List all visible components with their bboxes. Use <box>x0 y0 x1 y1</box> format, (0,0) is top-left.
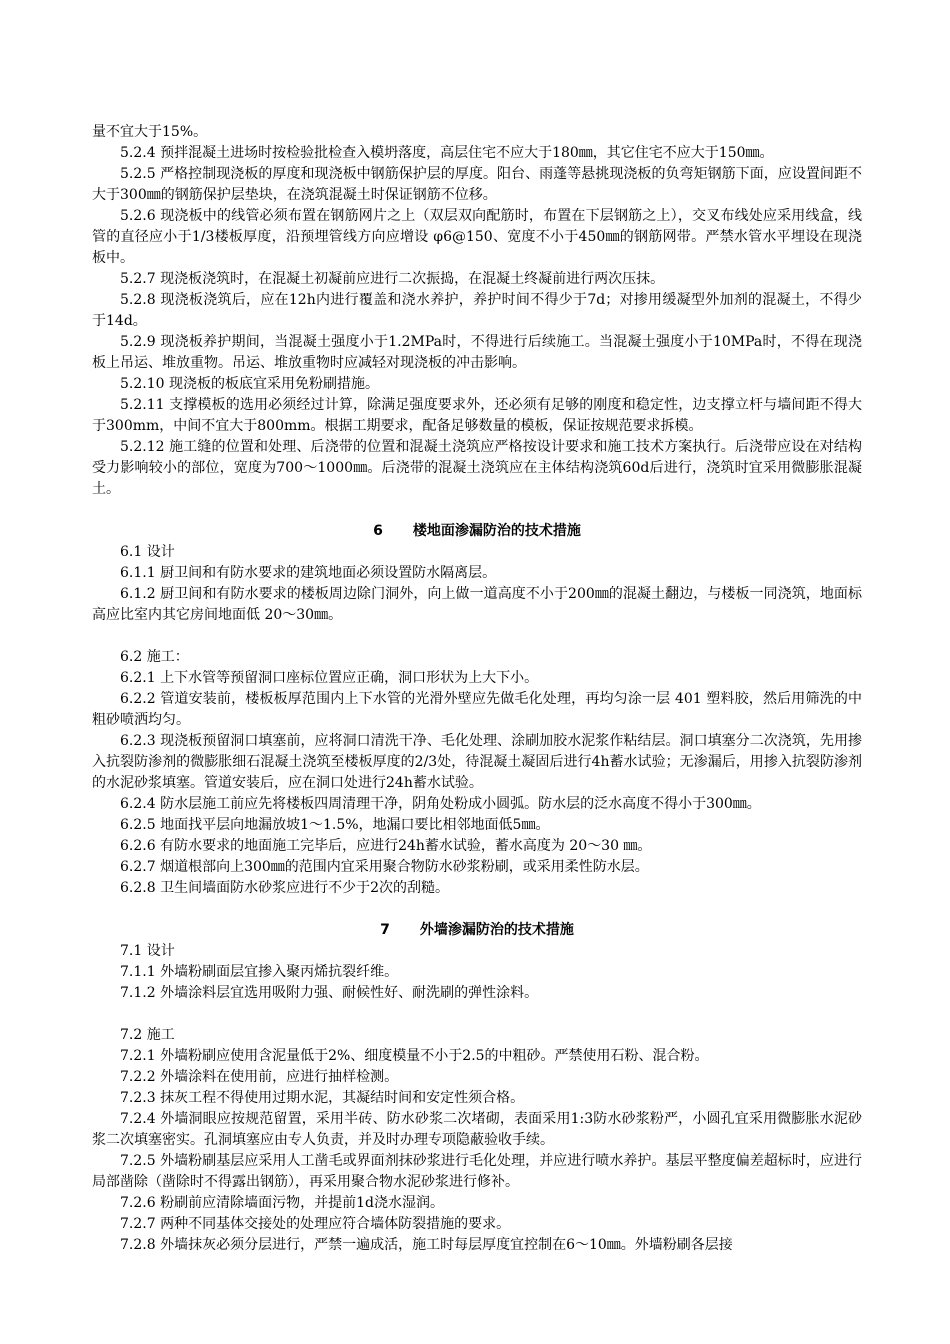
paragraph: 量不宜大于15%。 <box>92 124 208 140</box>
document-page <box>92 122 862 1256</box>
paragraph: 7.2.7 两种不同基体交接处的处理应符合墙体防裂措施的要求。 <box>120 1216 511 1232</box>
paragraph: 6.2.4 防水层施工前应先将楼板四周清理干净，阴角处粉成小圆弧。防水层的泛水高度不得小于300㎜。 <box>120 796 761 812</box>
paragraph: 7.2.6 粉刷前应清除墙面污物，并提前1d浇水湿润。 <box>120 1195 444 1211</box>
paragraph: 6.2.5 地面找平层向地漏放坡1～1.5%，地漏口要比相邻地面低5㎜。 <box>120 817 550 833</box>
spacer <box>92 500 862 521</box>
section-title: 外墙渗漏防治的技术措施 <box>419 922 574 938</box>
paragraph: 7.1.2 外墙涂料层宜选用吸附力强、耐候性好、耐洗刷的弹性涂料。 <box>120 985 539 1001</box>
spacer <box>92 626 862 647</box>
paragraph: 7.2.5 外墙粉刷基层应采用人工凿毛或界面剂抹砂浆进行毛化处理，并应进行喷水养护。基层平整度偏差超标时，应进行局部凿除（凿除时不得露出钢筋），再采用聚合物水泥砂浆进行修补。 <box>92 1153 862 1190</box>
section-number: 6 <box>373 523 383 539</box>
paragraph: 7.1.1 外墙粉刷面层宜掺入聚丙烯抗裂纤维。 <box>120 964 399 980</box>
section-heading <box>92 521 862 542</box>
section-heading <box>92 920 862 941</box>
section-number: 7 <box>380 922 390 938</box>
paragraph: 5.2.7 现浇板浇筑时，在混凝土初凝前应进行二次振捣，在混凝土终凝前进行两次压抹。 <box>120 271 665 287</box>
spacer <box>92 899 862 920</box>
paragraph: 5.2.11 支撑模板的选用必须经过计算，除满足强度要求外，还必须有足够的刚度和稳定性，边支撑立杆与墙间距不得大于300mm，中间不宜大于800mm。根据工期要求，配备足够数量的模板，保证按规范要求拆模。 <box>92 397 862 434</box>
paragraph: 7.2.4 外墙洞眼应按规范留置，采用半砖、防水砂浆二次堵砌，表面采用1:3防水砂浆粉严，小圆孔宜采用微膨胀水泥砂浆二次填塞密实。孔洞填塞应由专人负责，并及时办理专项隐蔽验收手续。 <box>92 1111 862 1148</box>
subsection-heading: 7.2 施工 <box>120 1027 175 1043</box>
paragraph: 5.2.12 施工缝的位置和处理、后浇带的位置和混凝土浇筑应严格按设计要求和施工技术方案执行。后浇带应设在对结构受力影响较小的部位，宽度为700～1000㎜。后浇带的混凝土浇筑应在主体结构浇筑60d后进行，浇筑时宜采用微膨胀混凝土。 <box>92 439 862 497</box>
paragraph: 5.2.4 预拌混凝土进场时按检验批检查入模坍落度，高层住宅不应大于180㎜，其它住宅不应大于150㎜。 <box>120 145 774 161</box>
paragraph: 7.2.3 抹灰工程不得使用过期水泥，其凝结时间和安定性须合格。 <box>120 1090 525 1106</box>
paragraph: 7.2.1 外墙粉刷应使用含泥量低于2%、细度模量不小于2.5的中粗砂。严禁使用石粉、混合粉。 <box>120 1048 709 1064</box>
spacer <box>92 1004 862 1025</box>
subsection-heading: 6.2 施工： <box>120 649 189 665</box>
paragraph: 6.2.2 管道安装前，楼板板厚范围内上下水管的光滑外壁应先做毛化处理，再均匀涂一层 401 塑料胶，然后用筛洗的中粗砂喷洒均匀。 <box>92 691 862 728</box>
section-title: 楼地面渗漏防治的技术措施 <box>412 523 581 539</box>
paragraph: 5.2.8 现浇板浇筑后，应在12h内进行覆盖和浇水养护，养护时间不得少于7d；对掺用缓凝型外加剂的混凝土，不得少于14d。 <box>92 292 862 329</box>
paragraph: 7.2.2 外墙涂料在使用前，应进行抽样检测。 <box>120 1069 399 1085</box>
paragraph: 7.2.8 外墙抹灰必须分层进行，严禁一遍成活，施工时每层厚度宜控制在6～10㎜。外墙粉刷各层接 <box>120 1237 733 1253</box>
paragraph: 6.2.7 烟道根部向上300㎜的范围内宜采用聚合物防水砂浆粉刷，或采用柔性防水层。 <box>120 859 649 875</box>
paragraph: 6.2.6 有防水要求的地面施工完毕后，应进行24h蓄水试验，蓄水高度为 20～30 ㎜。 <box>120 838 652 854</box>
paragraph: 6.2.1 上下水管等预留洞口座标位置应正确，洞口形状为上大下小。 <box>120 670 539 686</box>
paragraph: 5.2.5 严格控制现浇板的厚度和现浇板中钢筋保护层的厚度。阳台、雨蓬等悬挑现浇板的负弯矩钢筋下面，应设置间距不大于300㎜的钢筋保护层垫块，在浇筑混凝土时保证钢筋不位移。 <box>92 166 862 203</box>
paragraph: 5.2.9 现浇板养护期间，当混凝土强度小于1.2MPa时，不得进行后续施工。当混凝土强度小于10MPa时，不得在现浇板上吊运、堆放重物。吊运、堆放重物时应减轻对现浇板的冲击影响。 <box>92 334 862 371</box>
paragraph: 6.2.3 现浇板预留洞口填塞前，应将洞口清洗干净、毛化处理、涂刷加胶水泥浆作粘结层。洞口填塞分二次浇筑，先用掺入抗裂防渗剂的微膨胀细石混凝土浇筑至楼板厚度的2/3处，待混凝土凝固后进行4h蓄水试验；无渗漏后，用掺入抗裂防渗剂的水泥砂浆填塞。管道安装后，应在洞口处进行24h蓄水试验。 <box>92 733 862 791</box>
subsection-heading: 6.1 设计 <box>120 544 175 560</box>
paragraph: 6.1.2 厨卫间和有防水要求的楼板周边除门洞外，向上做一道高度不小于200㎜的混凝土翻边，与楼板一同浇筑，地面标高应比室内其它房间地面低 20～30㎜。 <box>92 586 862 623</box>
paragraph: 5.2.10 现浇板的板底宜采用免粉刷措施。 <box>120 376 379 392</box>
subsection-heading: 7.1 设计 <box>120 943 175 959</box>
paragraph: 6.1.1 厨卫间和有防水要求的建筑地面必须设置防水隔离层。 <box>120 565 497 581</box>
paragraph: 5.2.6 现浇板中的线管必须布置在钢筋网片之上（双层双向配筋时，布置在下层钢筋之上），交叉布线处应采用线盒，线管的直径应小于1/3楼板厚度，沿预埋管线方向应增设 φ6@150、宽度不小于450㎜的钢筋网带。严禁水管水平埋设在现浇板中。 <box>92 208 862 266</box>
paragraph: 6.2.8 卫生间墙面防水砂浆应进行不少于2次的刮糙。 <box>120 880 449 896</box>
